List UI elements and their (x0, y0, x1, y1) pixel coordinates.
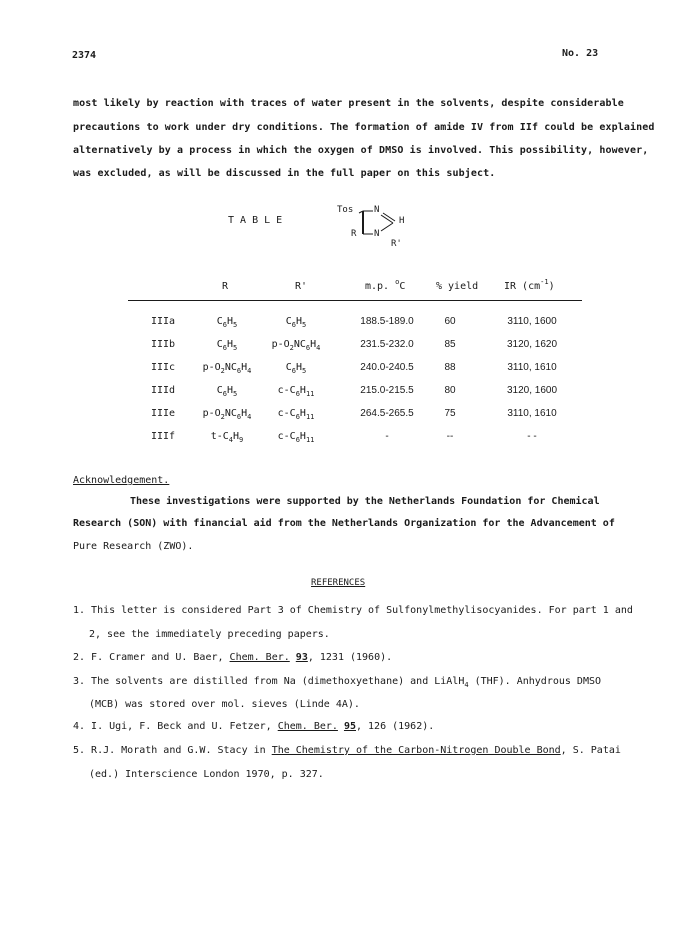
references-heading: REFERENCES (311, 578, 366, 588)
cell-ir: 3110, 1600 (507, 316, 557, 327)
col-header-yield: % yield (436, 281, 479, 292)
cell-r: $p-O_2NC_6H_4$ (202, 362, 252, 375)
cell-r-prime: $C_6H_5$ (285, 316, 307, 329)
h-label: H (399, 216, 405, 226)
row-id: IIIf (151, 431, 176, 442)
cell-r-prime: $p-O_2NC_6H_4$ (271, 339, 321, 352)
cell-yield: 80 (444, 385, 456, 396)
reference-3: 3. The solvents are distilled from Na (dimethoxyethane) and LiAlH$_4$ (THF). Anhydrous DMSO (73, 676, 602, 689)
structure-diagram (335, 201, 415, 256)
cell-r: $p-O_2NC_6H_4$ (202, 408, 252, 421)
acknowledgement-line-2: Research (SON) with financial aid from the Netherlands Organization for the Advancement of (73, 518, 615, 529)
cell-mp: - (385, 431, 389, 442)
row-id: IIId (151, 385, 176, 396)
col-header-r-prime: R' (295, 281, 308, 292)
cell-ir: 3120, 1620 (506, 339, 558, 350)
body-line-4: was excluded, as will be discussed in the full paper on this subject. (73, 168, 496, 179)
cell-r-prime: $c-C_6H_{11}$ (277, 431, 315, 444)
cell-r: $C_6H_5$ (216, 339, 238, 352)
cell-mp: 264.5-265.5 (360, 408, 414, 419)
acknowledgement-line-1: These investigations were supported by the Netherlands Foundation for Chemical (130, 496, 600, 507)
acknowledgement-heading: Acknowledgement. (73, 475, 170, 486)
cell-r-prime: $c-C_6H_{11}$ (277, 385, 315, 398)
reference-5: 5. R.J. Morath and G.W. Stacy in The Chemistry of the Carbon-Nitrogen Double Bond, S. Patai (73, 745, 621, 756)
reference-1-cont: 2, see the immediately preceding papers. (89, 629, 330, 640)
col-header-mp: m.p. $^o$C (365, 278, 406, 292)
cell-r: $C_6H_5$ (216, 316, 238, 329)
row-id: IIIc (151, 362, 176, 373)
r-label: R (351, 229, 357, 239)
cell-yield: 85 (444, 339, 456, 350)
body-line-2: precautions to work under dry conditions. The formation of amide IV from IIf could be explained (73, 122, 655, 133)
cell-r-prime: $C_6H_5$ (285, 362, 307, 375)
row-id: IIIb (151, 339, 176, 350)
cell-yield: -- (446, 431, 454, 442)
n-label-top: N (374, 205, 380, 215)
cell-ir: - - (527, 431, 537, 442)
page-number: 2374 (72, 50, 97, 61)
table-rule (128, 300, 582, 301)
cell-ir: 3110, 1610 (507, 408, 557, 419)
cell-yield: 75 (444, 408, 456, 419)
cell-r: $C_6H_5$ (216, 385, 238, 398)
issue-number: No. 23 (562, 48, 599, 59)
cell-r: $t-C_4H_9$ (210, 431, 244, 444)
cell-ir: 3120, 1600 (506, 385, 558, 396)
cell-yield: 88 (444, 362, 456, 373)
n-label-bottom: N (374, 229, 380, 239)
acknowledgement-line-3: Pure Research (ZWO). (73, 541, 194, 552)
cell-mp: 215.0-215.5 (360, 385, 414, 396)
reference-3-cont: (MCB) was stored over mol. sieves (Linde 4A). (89, 699, 360, 710)
cell-r-prime: $c-C_6H_{11}$ (277, 408, 315, 421)
col-header-ir: IR $(cm^{-1})$ (504, 278, 555, 292)
reference-4: 4. I. Ugi, F. Beck and U. Fetzer, Chem. Ber. 95, 126 (1962). (73, 721, 435, 732)
cell-mp: 188.5-189.0 (360, 316, 414, 327)
reference-2: 2. F. Cramer and U. Baer, Chem. Ber. 93, 1231 (1960). (73, 652, 393, 663)
reference-5-cont: (ed.) Interscience London 1970, p. 327. (89, 769, 324, 780)
cell-yield: 60 (444, 316, 456, 327)
col-header-r: R (222, 281, 229, 292)
reference-1: 1. This letter is considered Part 3 of Chemistry of Sulfonylmethylisocyanides. For part 1 and (73, 605, 633, 616)
table-title: T A B L E (228, 215, 283, 226)
body-line-1: most likely by reaction with traces of water present in the solvents, despite considerable (73, 98, 624, 109)
cell-mp: 240.0-240.5 (360, 362, 414, 373)
cell-mp: 231.5-232.0 (360, 339, 414, 350)
body-line-3: alternatively by a process in which the oxygen of DMSO is involved. This possibility, however, (73, 145, 649, 156)
tos-label: Tos (337, 205, 354, 215)
row-id: IIIa (151, 316, 176, 327)
row-id: IIIe (151, 408, 176, 419)
r-prime-label: R' (391, 239, 402, 249)
cell-ir: 3110, 1610 (507, 362, 557, 373)
